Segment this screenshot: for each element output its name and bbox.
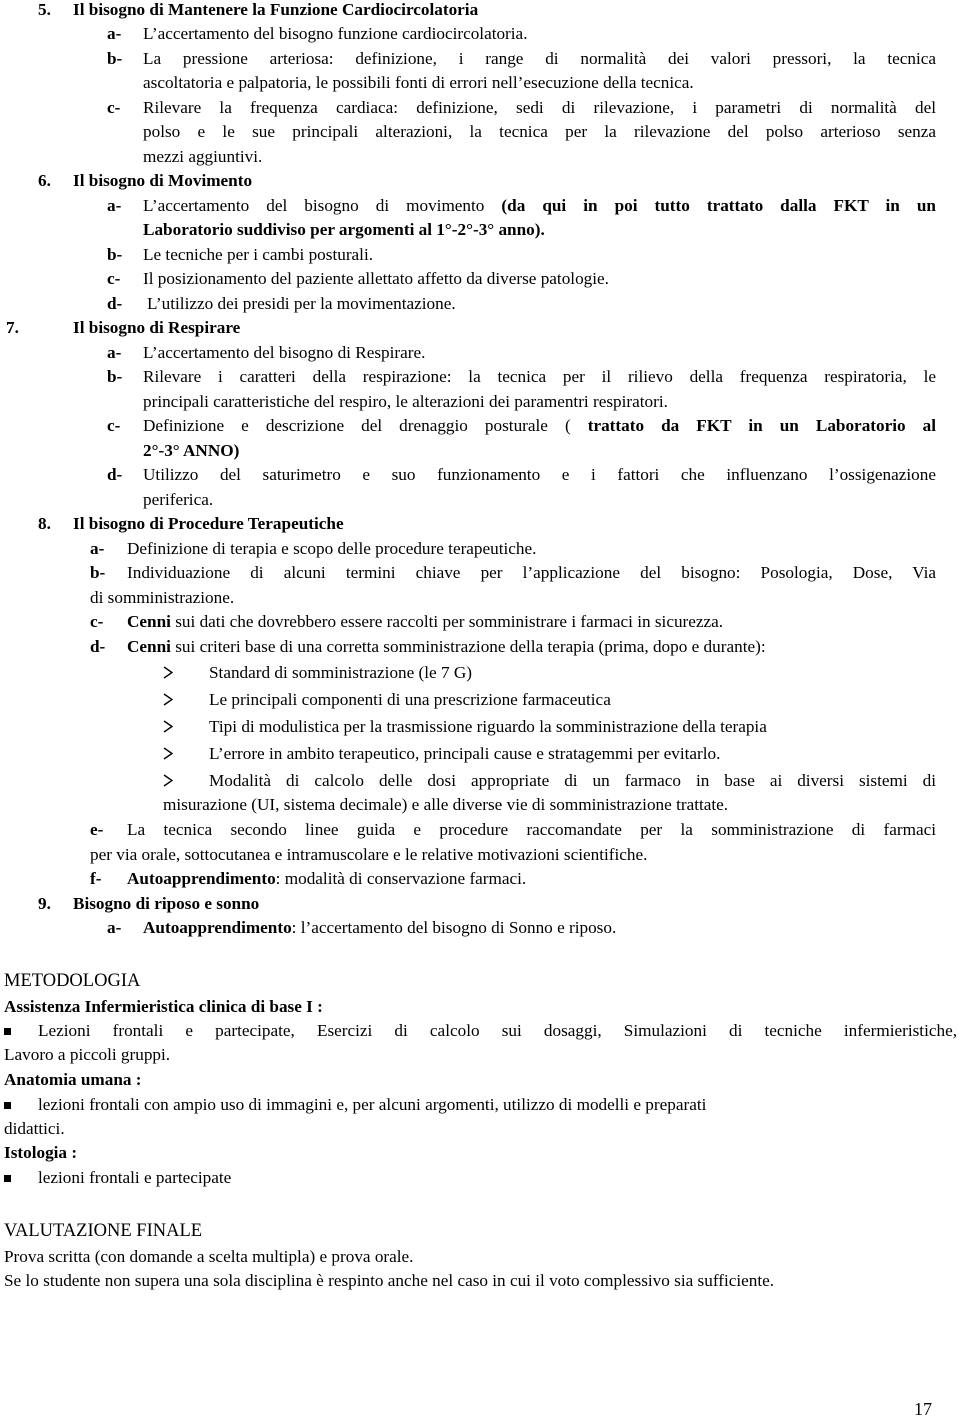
- item-text: Rilevare i caratteri della respirazione: la tecnica per il rilievo della frequenza respiratoria, le: [143, 367, 936, 386]
- bullet-continuation: didattici.: [4, 1119, 65, 1138]
- section-8-title: Il bisogno di Procedure Terapeutiche: [73, 514, 344, 533]
- valutazione-text: Prova scritta (con domande a scelta multipla) e prova orale.: [4, 1247, 414, 1266]
- item-text: La pressione arteriosa: definizione, i range di normalità dei valori pressori, la tecnica: [143, 49, 936, 68]
- item-label: b-: [107, 49, 123, 68]
- list-item: L’errore in ambito terapeutico, principali cause e stratagemmi per evitarlo.: [163, 742, 720, 766]
- item-text: polso e le sue principali alterazioni, la tecnica per la rilevazione del polso arterioso senza: [143, 122, 936, 141]
- item-label: f-: [90, 869, 102, 888]
- section-7-number: 7.: [6, 318, 19, 337]
- item-text: Definizione e descrizione del drenaggio posturale ( trattato da FKT in un Laboratorio al: [143, 416, 937, 435]
- arrow-bullet-icon: [163, 720, 173, 733]
- item-label: d-: [107, 465, 123, 484]
- square-bullet-icon: [4, 1102, 11, 1109]
- item-text: Individuazione di alcuni termini chiave per l’applicazione del bisogno: Posologia, Dose, Via: [127, 563, 936, 582]
- item-label: c-: [107, 416, 121, 435]
- list-item: Le principali componenti di una prescrizione farmaceutica: [163, 688, 611, 712]
- section-7-title: Il bisogno di Respirare: [73, 318, 241, 337]
- item-text: La tecnica secondo linee guida e procedure raccomandate per la somministrazione di farmaci: [127, 820, 936, 839]
- item-label: a-: [107, 343, 122, 362]
- item-text: di somministrazione.: [90, 588, 235, 607]
- item-text: per via orale, sottocutanea e intramuscolare e le relative motivazioni scientifiche.: [90, 845, 648, 864]
- section-8-number: 8.: [38, 514, 51, 533]
- item-label: a-: [107, 918, 122, 937]
- group-title: Assistenza Infermieristica clinica di base I :: [4, 997, 323, 1016]
- item-text: L’accertamento del bisogno funzione cardiocircolatoria.: [143, 24, 528, 43]
- item-text: Il posizionamento del paziente allettato affetto da diverse patologie.: [143, 269, 609, 288]
- valutazione-heading: VALUTAZIONE FINALE: [4, 1221, 203, 1241]
- section-6-number: 6.: [38, 171, 51, 190]
- arrow-bullet-icon: [163, 666, 173, 679]
- item-text: L’accertamento del bisogno di movimento (da qui in poi tutto trattato dalla FKT in un: [143, 196, 936, 215]
- arrow-bullet-icon: [163, 747, 173, 760]
- item-text: Le tecniche per i cambi posturali.: [143, 245, 374, 264]
- group-title: Istologia :: [4, 1143, 78, 1162]
- section-9-title: Bisogno di riposo e sonno: [73, 894, 260, 913]
- item-label: a-: [90, 539, 105, 558]
- item-label: c-: [107, 98, 121, 117]
- item-label: c-: [90, 612, 104, 631]
- page-number: 17: [914, 1399, 932, 1419]
- section-6-title: Il bisogno di Movimento: [73, 171, 253, 190]
- section-9-number: 9.: [38, 894, 51, 913]
- item-label: c-: [107, 269, 121, 288]
- square-bullet-icon: [4, 1175, 11, 1182]
- square-bullet-icon: [4, 1028, 11, 1035]
- list-item-continuation: misurazione (UI, sistema decimale) e alle diverse vie di somministrazione trattate.: [163, 795, 729, 814]
- item-text: Autoapprendimento: modalità di conservazione farmaci.: [127, 869, 527, 888]
- group-title: Anatomia umana :: [4, 1070, 142, 1089]
- bullet-item: lezioni frontali con ampio uso di immagini e, per alcuni argomenti, utilizzo di modelli e preparati: [4, 1093, 706, 1117]
- item-text: mezzi aggiuntivi.: [143, 147, 263, 166]
- item-text: Definizione di terapia e scopo delle procedure terapeutiche.: [127, 539, 537, 558]
- item-text: Laboratorio suddiviso per argomenti al 1°-2°-3° anno).: [143, 220, 545, 239]
- item-text: L’utilizzo dei presidi per la movimentazione.: [147, 294, 456, 313]
- item-text: L’accertamento del bisogno di Respirare.: [143, 343, 426, 362]
- metodologia-heading: METODOLOGIA: [4, 971, 141, 991]
- item-label: d-: [107, 294, 123, 313]
- list-item: Tipi di modulistica per la trasmissione riguardo la somministrazione della terapia: [163, 715, 767, 739]
- item-label: e-: [90, 820, 104, 839]
- item-text: Cenni sui dati che dovrebbero essere raccolti per somministrare i farmaci in sicurezza.: [127, 612, 724, 631]
- item-text: periferica.: [143, 490, 214, 509]
- bullet-continuation: Lavoro a piccoli gruppi.: [4, 1045, 171, 1064]
- item-text: 2°-3° ANNO): [143, 441, 240, 460]
- item-label: d-: [90, 637, 106, 656]
- bullet-item: Lezioni frontali e partecipate, Esercizi di calcolo sui dosaggi, Simulazioni di tecniche infermieristiche,: [4, 1019, 957, 1043]
- item-text: Cenni sui criteri base di una corretta somministrazione della terapia (prima, dopo e durante):: [127, 637, 766, 656]
- item-text: principali caratteristiche del respiro, le alterazioni dei paramentri respiratori.: [143, 392, 668, 411]
- item-label: b-: [107, 245, 123, 264]
- arrow-bullet-icon: [163, 774, 173, 787]
- item-label: a-: [107, 196, 122, 215]
- item-text: Autoapprendimento: l’accertamento del bisogno di Sonno e riposo.: [143, 918, 617, 937]
- arrow-bullet-icon: [163, 693, 173, 706]
- item-text: Rilevare la frequenza cardiaca: definizione, sedi di rilevazione, i parametri di normalità del: [143, 98, 936, 117]
- valutazione-text: Se lo studente non supera una sola disciplina è respinto anche nel caso in cui il voto complessivo sia sufficiente.: [4, 1271, 775, 1290]
- section-5-number: 5.: [38, 0, 51, 19]
- item-label: a-: [107, 24, 122, 43]
- item-text: Utilizzo del saturimetro e suo funzionamento e i fattori che influenzano l’ossigenazione: [143, 465, 936, 484]
- bullet-item: lezioni frontali e partecipate: [4, 1166, 231, 1190]
- item-label: b-: [107, 367, 123, 386]
- list-item: Standard di somministrazione (le 7 G): [163, 661, 472, 685]
- section-5-title: Il bisogno di Mantenere la Funzione Cardiocircolatoria: [73, 0, 479, 19]
- list-item: Modalità di calcolo delle dosi appropriate di un farmaco in base ai diversi sistemi di: [163, 769, 936, 793]
- item-text: ascoltatoria e palpatoria, le possibili fonti di errori nell’esecuzione della tecnica.: [143, 73, 694, 92]
- item-label: b-: [90, 563, 106, 582]
